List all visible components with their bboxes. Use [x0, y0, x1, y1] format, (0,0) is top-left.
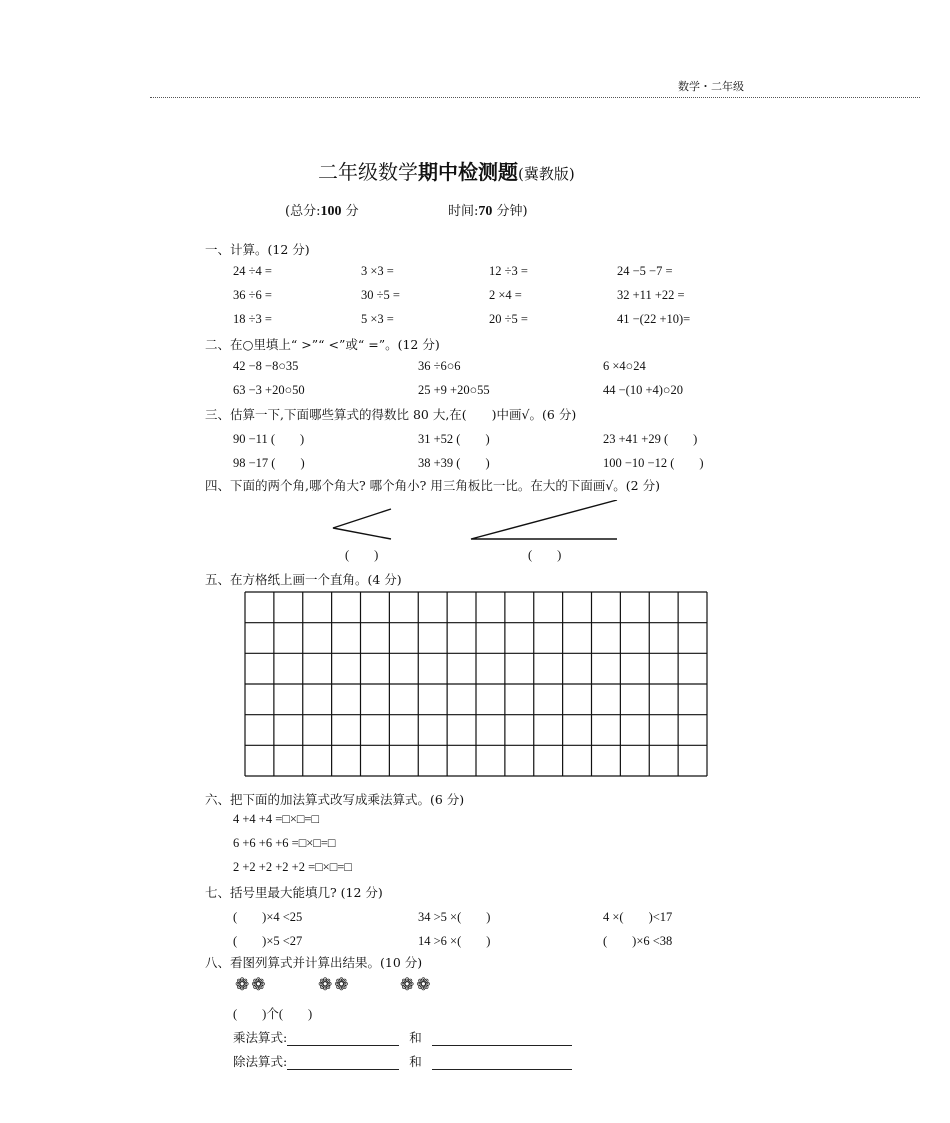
s6-item: 4 +4 +4 =□×□=□ — [233, 812, 320, 826]
division-row: 除法算式: 和 — [233, 1052, 572, 1070]
s1-item: 20 ÷5 = — [489, 312, 528, 326]
s7-item: 4 ×( )<17 — [603, 910, 673, 924]
title-regular: 二年级数学 — [318, 160, 418, 184]
large-angle — [471, 500, 617, 539]
s6-item: 6 +6 +6 +6 =□×□=□ — [233, 836, 336, 850]
s2-item: 36 ÷6○6 — [418, 359, 461, 373]
s3-item: 98 −17 ( ) — [233, 456, 305, 470]
s7-item: 34 >5 ×( ) — [418, 910, 491, 924]
s2-item: 44 −(10 +4)○20 — [603, 383, 683, 397]
s3-item: 23 +41 +29 ( ) — [603, 432, 698, 446]
multiplication-row: 乘法算式: 和 — [233, 1028, 572, 1046]
s1-item: 24 ÷4 = — [233, 264, 272, 278]
section-3-title: 三、估算一下,下面哪些算式的得数比 80 大,在( )中画√。(6 分) — [205, 407, 577, 422]
s7-item: ( )×6 <38 — [603, 934, 673, 948]
angle-left-answer[interactable]: ( ) — [345, 548, 379, 562]
s1-item: 12 ÷3 = — [489, 264, 528, 278]
section-6-title: 六、把下面的加法算式改写成乘法算式。(6 分) — [205, 792, 465, 807]
s2-item: 6 ×4○24 — [603, 359, 646, 373]
header-subject-grade: 数学・二年级 — [678, 80, 744, 93]
s1-item: 18 ÷3 = — [233, 312, 272, 326]
section-2-title: 二、在○里填上“ >”“ <”或“ =”。(12 分) — [205, 337, 440, 352]
s3-item: 38 +39 ( ) — [418, 456, 490, 470]
s2-item: 42 −8 −8○35 — [233, 359, 299, 373]
square-grid[interactable] — [244, 591, 708, 777]
section-7-title: 七、括号里最大能填几? (12 分) — [205, 885, 383, 900]
section-4-title: 四、下面的两个角,哪个角大? 哪个角小? 用三角板比一比。在大的下面画√。(2 分) — [205, 478, 660, 493]
angle-right-answer[interactable]: ( ) — [528, 548, 562, 562]
title-edition: (冀教版) — [518, 165, 575, 183]
s7-item: 14 >6 ×( ) — [418, 934, 491, 948]
section-8-title: 八、看图列算式并计算出结果。(10 分) — [205, 955, 423, 970]
title-bold: 期中检测题 — [418, 160, 518, 184]
s7-item: ( )×5 <27 — [233, 934, 303, 948]
flower-group-icon: ❁❁ — [400, 975, 433, 995]
s2-item: 63 −3 +20○50 — [233, 383, 305, 397]
page-title — [318, 156, 575, 185]
div-blank-2[interactable] — [432, 1056, 572, 1070]
s3-item: 90 −11 ( ) — [233, 432, 305, 446]
s1-item: 5 ×3 = — [361, 312, 394, 326]
s7-item: ( )×4 <25 — [233, 910, 303, 924]
s6-item: 2 +2 +2 +2 +2 =□×□=□ — [233, 860, 352, 874]
flower-group-icon: ❁❁ — [318, 975, 351, 995]
angles-figure — [325, 500, 635, 548]
s1-item: 41 −(22 +10)= — [617, 312, 691, 326]
flower-group-icon: ❁❁ — [235, 975, 268, 995]
s1-item: 36 ÷6 = — [233, 288, 272, 302]
header-divider — [150, 97, 920, 98]
s1-item: 30 ÷5 = — [361, 288, 400, 302]
total-score: (总分:100 分 — [285, 204, 359, 219]
s3-item: 100 −10 −12 ( ) — [603, 456, 704, 470]
groups-line: ( )个( ) — [233, 1007, 313, 1021]
s1-item: 2 ×4 = — [489, 288, 522, 302]
s3-item: 31 +52 ( ) — [418, 432, 490, 446]
section-1-title: 一、计算。(12 分) — [205, 242, 310, 257]
div-blank-1[interactable] — [287, 1056, 399, 1070]
mult-blank-1[interactable] — [287, 1032, 399, 1046]
s1-item: 3 ×3 = — [361, 264, 394, 278]
section-5-title: 五、在方格纸上画一个直角。(4 分) — [205, 572, 402, 587]
s2-item: 25 +9 +20○55 — [418, 383, 490, 397]
s1-item: 32 +11 +22 = — [617, 288, 685, 302]
mult-blank-2[interactable] — [432, 1032, 572, 1046]
small-angle — [333, 509, 391, 539]
exam-time: 时间:70 分钟) — [448, 204, 528, 219]
s1-item: 24 −5 −7 = — [617, 264, 673, 278]
